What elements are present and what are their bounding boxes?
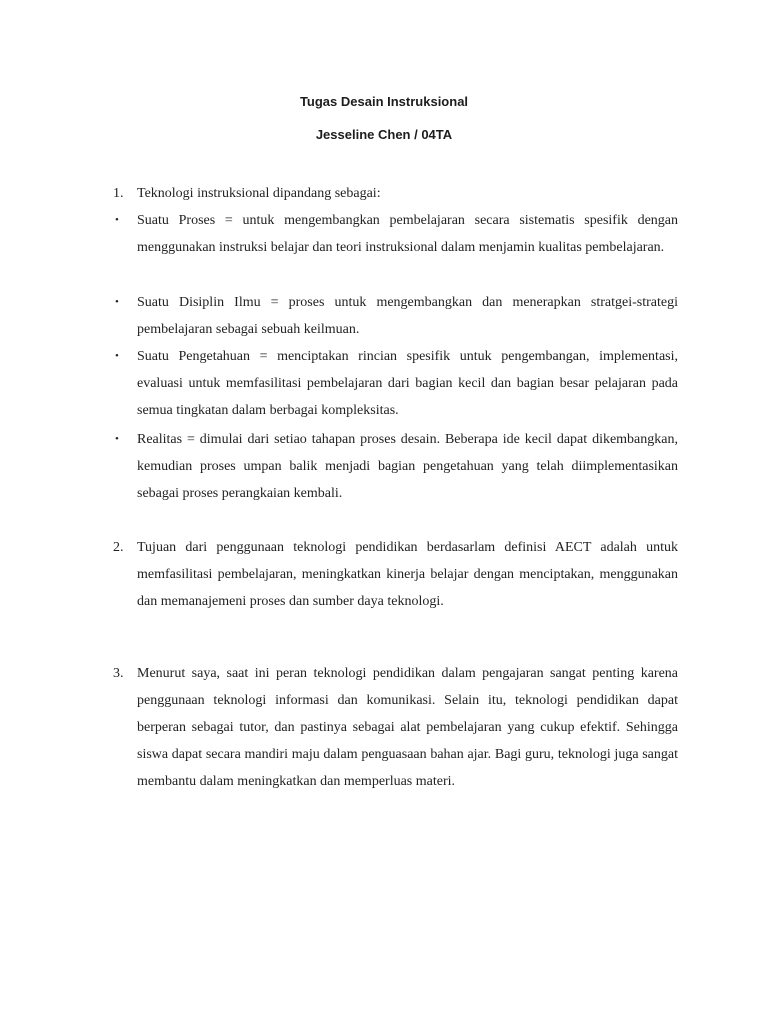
question-text: Menurut saya, saat ini peran teknologi pendidikan dalam pengajaran sangat penting karena penggunaan teknologi informasi dan komunikasi. Selain itu, teknologi pendidikan dapat berperan sebagai tutor, dan pastinya sebagai alat pembelajaran yang cukup efektif. Sehingga siswa dapat secara mandiri maju dalam penguasaan bahan ajar. Bagi guru, teknologi juga sangat membantu dalam meningkatkan dan memperluas materi. [137,666,678,789]
question-text: Tujuan dari penggunaan teknologi pendidikan berdasarlam definisi AECT adalah untuk memfasilitasi pembelajaran, meningkatkan kinerja belajar dengan menciptakan, menggunakan dan memanajemeni proses dan sumber daya teknologi. [137,540,678,609]
bullet-text: Suatu Disiplin Ilmu = proses untuk mengembangkan dan menerapkan stratgei-strategi pembelajaran sebagai sebuah keilmuan. [137,295,678,337]
bullet-text: Suatu Proses = untuk mengembangkan pembelajaran secara sistematis spesifik dengan menggunakan instruksi belajar dan teori instruksional dalam menjamin kualitas pembelajaran. [137,213,678,255]
document-title: Tugas Desain Instruksional [299,94,469,109]
bullet-icon: • [115,214,119,226]
bullet-item [113,426,678,507]
question-number: 3. [113,666,124,681]
bullet-icon: • [115,350,119,362]
bullet-item [113,289,678,343]
question-2 [113,534,678,615]
question-number: 2. [113,540,124,555]
bullet-item [113,343,678,424]
question-3 [113,660,678,795]
bullet-icon: • [115,433,119,445]
bullet-item [113,207,678,261]
author-line: Jesseline Chen / 04TA [315,127,453,142]
bullet-text: Realitas = dimulai dari setiao tahapan proses desain. Beberapa ide kecil dapat dikembangkan, kemudian proses umpan balik menjadi bagian pengetahuan yang telah diimplementasikan sebagai proses perangkaian kembali. [137,432,678,501]
bullet-text: Suatu Pengetahuan = menciptakan rincian spesifik untuk pengembangan, implementasi, evaluasi untuk memfasilitasi pembelajaran dari bagian kecil dan bagian besar pelajaran pada semua tingkatan dalam berbagai kompleksitas. [137,349,678,418]
question-number: 1. [113,186,124,201]
bullet-icon: • [115,296,119,308]
question-1 [113,180,678,207]
question-text: Teknologi instruksional dipandang sebagai: [137,186,381,201]
